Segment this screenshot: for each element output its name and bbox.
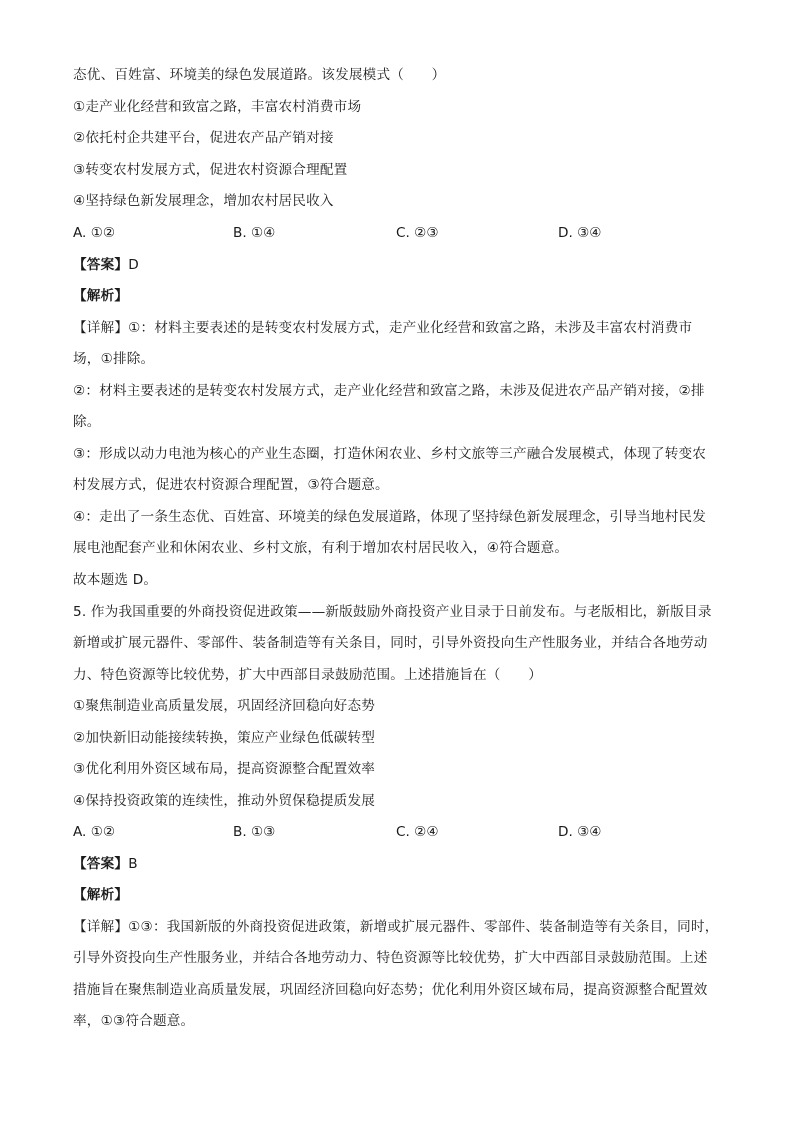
q5-item-1: ①聚焦制造业高质量发展，巩固经济回稳向好态势	[73, 698, 376, 714]
q4-explanation-line: 【详解】①：材料主要表述的是转变农村发展方式，走产业化经营和致富之路，未涉及丰富农村消费市	[73, 320, 693, 336]
q5-item-3: ③优化利用外资区域布局，提高资源整合配置效率	[73, 761, 376, 777]
q4-explanation-line: ③：形成以动力电池为核心的产业生态圈，打造休闲农业、乡村文旅等三产融合发展模式，体现了转变农	[73, 446, 707, 462]
q5-analysis-label: 【解析】	[73, 887, 129, 903]
q5-option-c: C. ②④	[396, 824, 439, 840]
q5-option-d: D. ③④	[558, 824, 602, 840]
q5-item-4: ④保持投资政策的连续性，推动外贸保稳提质发展	[73, 793, 376, 809]
q4-answer: D	[128, 257, 139, 273]
q4-explanation-line: 展电池配套产业和休闲农业、乡村文旅，有利于增加农村居民收入，④符合题意。	[73, 540, 569, 556]
q4-item-3: ③转变农村发展方式，促进农村资源合理配置	[73, 162, 348, 178]
q5-stem-line: 力、特色资源等比较优势，扩大中西部目录鼓励范围。上述措施旨在（ ）	[73, 667, 542, 683]
q4-explanation-line: 村发展方式，促进农村资源合理配置，③符合题意。	[73, 477, 389, 493]
q5-stem-line: 新增或扩展元器件、零部件、装备制造等有关条目，同时，引导外资投向生产性服务业，并结合各地劳动	[73, 635, 708, 651]
q5-item-2: ②加快新旧动能接续转换，策应产业绿色低碳转型	[73, 730, 376, 746]
q4-options	[73, 224, 728, 242]
q5-option-b: B. ①③	[233, 824, 276, 840]
q4-item-1: ①走产业化经营和致富之路，丰富农村消费市场	[73, 99, 362, 115]
q4-explanation-line: ②：材料主要表述的是转变农村发展方式，走产业化经营和致富之路，未涉及促进农产品产销对接，②排	[73, 383, 705, 399]
q5-answer-line	[73, 855, 728, 873]
q4-stem-end: 态优、百姓富、环境美的绿色发展道路。该发展模式（ ）	[73, 67, 446, 83]
q4-explanation-line: 除。	[73, 414, 101, 430]
q5-explanation-line: 【详解】①③：我国新版的外商投资促进政策，新增或扩展元器件、零部件、装备制造等有关条目，同时，	[73, 919, 719, 935]
q5-option-a: A. ①②	[73, 824, 116, 840]
q5-stem-line: 5. 作为我国重要的外商投资促进政策——新版鼓励外商投资产业目录于日前发布。与老版相比，新版目录	[73, 604, 712, 620]
q4-option-a: A. ①②	[73, 225, 116, 241]
q5-explanation-line: 措施旨在聚焦制造业高质量发展，巩固经济回稳向好态势；优化利用外资区域布局，提高资源整合配置效	[73, 982, 708, 998]
q4-explanation-line: ④：走出了一条生态优、百姓富、环境美的绿色发展道路，体现了坚持绿色新发展理念，引导当地村民发	[73, 509, 707, 525]
q4-explanation-line: 故本题选 D。	[73, 572, 158, 588]
q4-answer-line	[73, 256, 728, 274]
q4-explanation-line: 场，①排除。	[73, 351, 155, 367]
q4-option-c: C. ②③	[396, 225, 439, 241]
q5-answer-label: 【答案】	[73, 856, 129, 872]
q5-explanation-line: 率，①③符合题意。	[73, 1013, 195, 1029]
q5-options	[73, 823, 728, 841]
q4-option-d: D. ③④	[558, 225, 602, 241]
q4-option-b: B. ①④	[233, 225, 276, 241]
q4-answer-label: 【答案】	[73, 257, 129, 273]
q5-answer: B	[128, 856, 138, 872]
q4-item-4: ④坚持绿色新发展理念，增加农村居民收入	[73, 193, 334, 209]
q4-analysis-label: 【解析】	[73, 288, 129, 304]
q5-explanation-line: 引导外资投向生产性服务业，并结合各地劳动力、特色资源等比较优势，扩大中西部目录鼓励范围。上述	[73, 950, 708, 966]
q4-item-2: ②依托村企共建平台，促进农产品产销对接	[73, 130, 334, 146]
